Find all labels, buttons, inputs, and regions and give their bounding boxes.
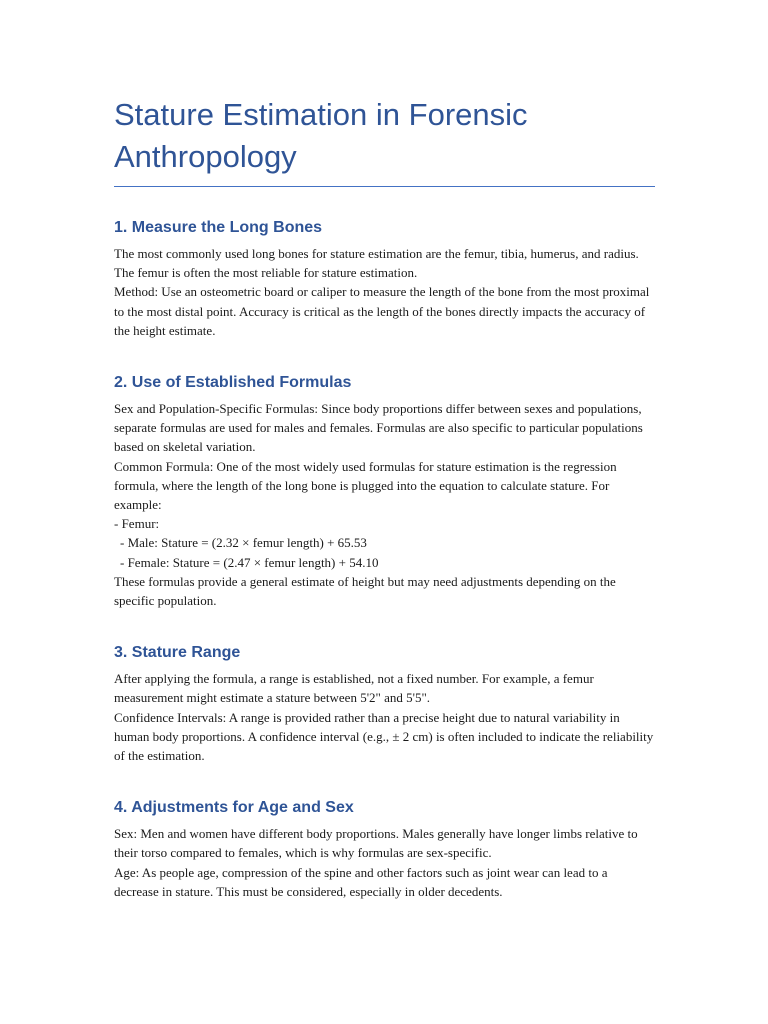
paragraph: Age: As people age, compression of the spine and other factors such as joint wear can lead to a decrease in stature. This must be considered, especially in older decedents. bbox=[114, 864, 608, 899]
list-item-femur: - Femur: bbox=[114, 516, 160, 532]
section-heading: 3. Stature Range bbox=[114, 644, 241, 662]
paragraph: The most commonly used long bones for stature estimation are the femur, tibia, humerus, and radius. The femur is often the most reliable for stature estimation. bbox=[114, 246, 639, 281]
section-age-sex-adjustments bbox=[114, 798, 655, 901]
section-heading: 4. Adjustments for Age and Sex bbox=[114, 799, 354, 817]
title-line-1: Stature Estimation in Forensic bbox=[114, 97, 528, 132]
list-item-male-formula: - Male: Stature = (2.32 × femur length) + 65.53 bbox=[120, 535, 367, 551]
paragraph: Confidence Intervals: A range is provided rather than a precise height due to natural variability in human body proportions. A confidence interval (e.g., ± 2 cm) is often included to indicate the reliability of the estimation. bbox=[114, 709, 654, 764]
section-measure-long-bones bbox=[114, 218, 655, 340]
paragraph: These formulas provide a general estimate of height but may need adjustments depending on the specific population. bbox=[114, 573, 616, 609]
paragraph: Sex and Population-Specific Formulas: Since body proportions differ between sexes and populations, separate formulas are used for males and females. Formulas are also specific to particular populations based on skeletal variation. bbox=[114, 401, 643, 455]
paragraph: Common Formula: One of the most widely used formulas for stature estimation is the regression formula, where the length of the long bone is plugged into the equation to calculate stature. For example: bbox=[114, 458, 617, 513]
section-stature-range bbox=[114, 643, 655, 765]
paragraph: Method: Use an osteometric board or caliper to measure the length of the bone from the most proximal to the most distal point. Accuracy is critical as the length of the bones directly impacts the accuracy of the height estimate. bbox=[114, 284, 650, 338]
paragraph: Sex: Men and women have different body proportions. Males generally have longer limbs relative to their torso compared to females, which is why formulas are sex-specific. bbox=[114, 826, 638, 861]
section-heading: 1. Measure the Long Bones bbox=[114, 219, 323, 236]
section-established-formulas bbox=[114, 373, 655, 610]
section-heading: 2. Use of Established Formulas bbox=[114, 374, 352, 392]
document-page bbox=[114, 94, 655, 901]
title-line-2: Anthropology bbox=[114, 139, 297, 174]
paragraph: After applying the formula, a range is established, not a fixed number. For example, a femur measurement might estimate a stature between 5'2" and 5'5". bbox=[114, 671, 594, 706]
list-item-female-formula: - Female: Stature = (2.47 × femur length) + 54.10 bbox=[120, 554, 379, 570]
document-title bbox=[114, 94, 655, 187]
